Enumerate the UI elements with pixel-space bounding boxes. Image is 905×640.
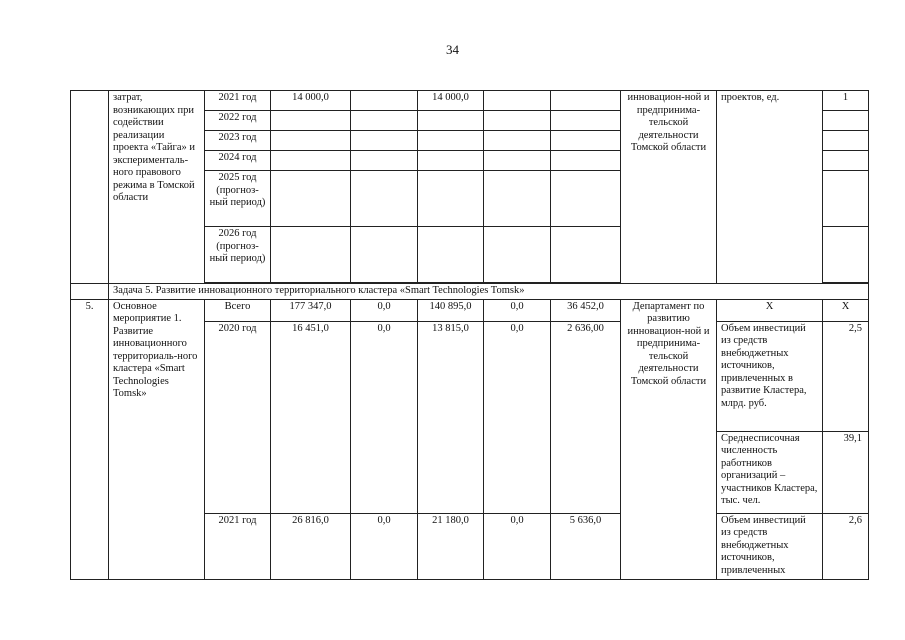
value-cell: [823, 151, 869, 171]
indicator-cell: Объем инвестиций из средств внебюджетных источников, привлеченных: [717, 513, 823, 579]
value-cell: 1: [823, 91, 869, 111]
table-row: [71, 299, 869, 321]
fed-cell: 0,0: [351, 513, 418, 579]
fed-cell: [351, 111, 418, 131]
year-cell: Всего: [205, 299, 271, 321]
year-cell: 2025 год (прогноз-ный период): [205, 171, 271, 227]
mun-cell: [484, 227, 551, 283]
reg-cell: [418, 151, 484, 171]
indicator-cell: Х: [717, 299, 823, 321]
reg-cell: [418, 111, 484, 131]
other-cell: [551, 131, 621, 151]
task-row: [71, 284, 869, 300]
value-cell: [823, 171, 869, 227]
other-cell: [551, 91, 621, 111]
indicator-cell: Объем инвестиций из средств внебюджетных источников, привлеченных в развитие Кластера, млрд. руб.: [717, 321, 823, 431]
activity-cell: затрат, возникающих при содействии реализации проекта «Тайга» и эксперименталь-ного правового режима в Томской области: [109, 91, 205, 284]
total-cell: 14 000,0: [271, 91, 351, 111]
mun-cell: [484, 131, 551, 151]
reg-cell: [418, 171, 484, 227]
value-cell: [823, 131, 869, 151]
other-cell: 5 636,0: [551, 513, 621, 579]
reg-cell: 13 815,0: [418, 321, 484, 513]
year-cell: 2021 год: [205, 513, 271, 579]
value-cell: 2,6: [823, 513, 869, 579]
task-title: Задача 5. Развитие инновационного территориального кластера «Smart Technologies Tomsk»: [109, 284, 869, 300]
reg-cell: 14 000,0: [418, 91, 484, 111]
value-cell: 2,5: [823, 321, 869, 431]
activity-cell: Основное мероприятие 1. Развитие инновационного территориаль-ного кластера «Smart Technologies Tomsk»: [109, 299, 205, 579]
total-cell: 26 816,0: [271, 513, 351, 579]
reg-cell: [418, 131, 484, 151]
other-cell: [551, 151, 621, 171]
reg-cell: [418, 227, 484, 283]
reg-cell: 140 895,0: [418, 299, 484, 321]
total-cell: [271, 227, 351, 283]
mun-cell: [484, 111, 551, 131]
fed-cell: [351, 91, 418, 111]
total-cell: [271, 151, 351, 171]
fed-cell: 0,0: [351, 299, 418, 321]
value-cell: 39,1: [823, 431, 869, 513]
other-cell: [551, 171, 621, 227]
year-cell: 2022 год: [205, 111, 271, 131]
indicator-cell: проектов, ед.: [717, 91, 823, 284]
value-cell: Х: [823, 299, 869, 321]
total-cell: [271, 131, 351, 151]
table-row: [71, 91, 869, 111]
task-number-empty: [71, 284, 109, 300]
value-cell: [823, 227, 869, 283]
year-cell: 2023 год: [205, 131, 271, 151]
executor-cell: Департамент по развитию инновацион-ной и предпринима-тельской деятельности Томской области: [621, 299, 717, 579]
mun-cell: [484, 171, 551, 227]
fed-cell: [351, 131, 418, 151]
fed-cell: [351, 227, 418, 283]
year-cell: 2021 год: [205, 91, 271, 111]
year-cell: 2024 год: [205, 151, 271, 171]
mun-cell: [484, 151, 551, 171]
value-cell: [823, 111, 869, 131]
other-cell: [551, 227, 621, 283]
indicator-cell: Среднесписочная численность работников организаций – участников Кластера, тыс. чел.: [717, 431, 823, 513]
fed-cell: [351, 171, 418, 227]
total-cell: [271, 171, 351, 227]
total-cell: 16 451,0: [271, 321, 351, 513]
item-number: 5.: [71, 299, 109, 579]
fed-cell: 0,0: [351, 321, 418, 513]
executor-cell: инновацион-ной и предпринима-тельской деятельности Томской области: [621, 91, 717, 284]
total-cell: 177 347,0: [271, 299, 351, 321]
other-cell: [551, 111, 621, 131]
year-cell: 2020 год: [205, 321, 271, 513]
fed-cell: [351, 151, 418, 171]
total-cell: [271, 111, 351, 131]
number-cell-empty: [71, 91, 109, 284]
mun-cell: 0,0: [484, 299, 551, 321]
other-cell: 36 452,0: [551, 299, 621, 321]
page-number: 34: [446, 42, 459, 57]
mun-cell: 0,0: [484, 321, 551, 513]
program-table: [70, 90, 869, 580]
other-cell: 2 636,00: [551, 321, 621, 513]
reg-cell: 21 180,0: [418, 513, 484, 579]
mun-cell: 0,0: [484, 513, 551, 579]
year-cell: 2026 год (прогноз-ный период): [205, 227, 271, 283]
mun-cell: [484, 91, 551, 111]
